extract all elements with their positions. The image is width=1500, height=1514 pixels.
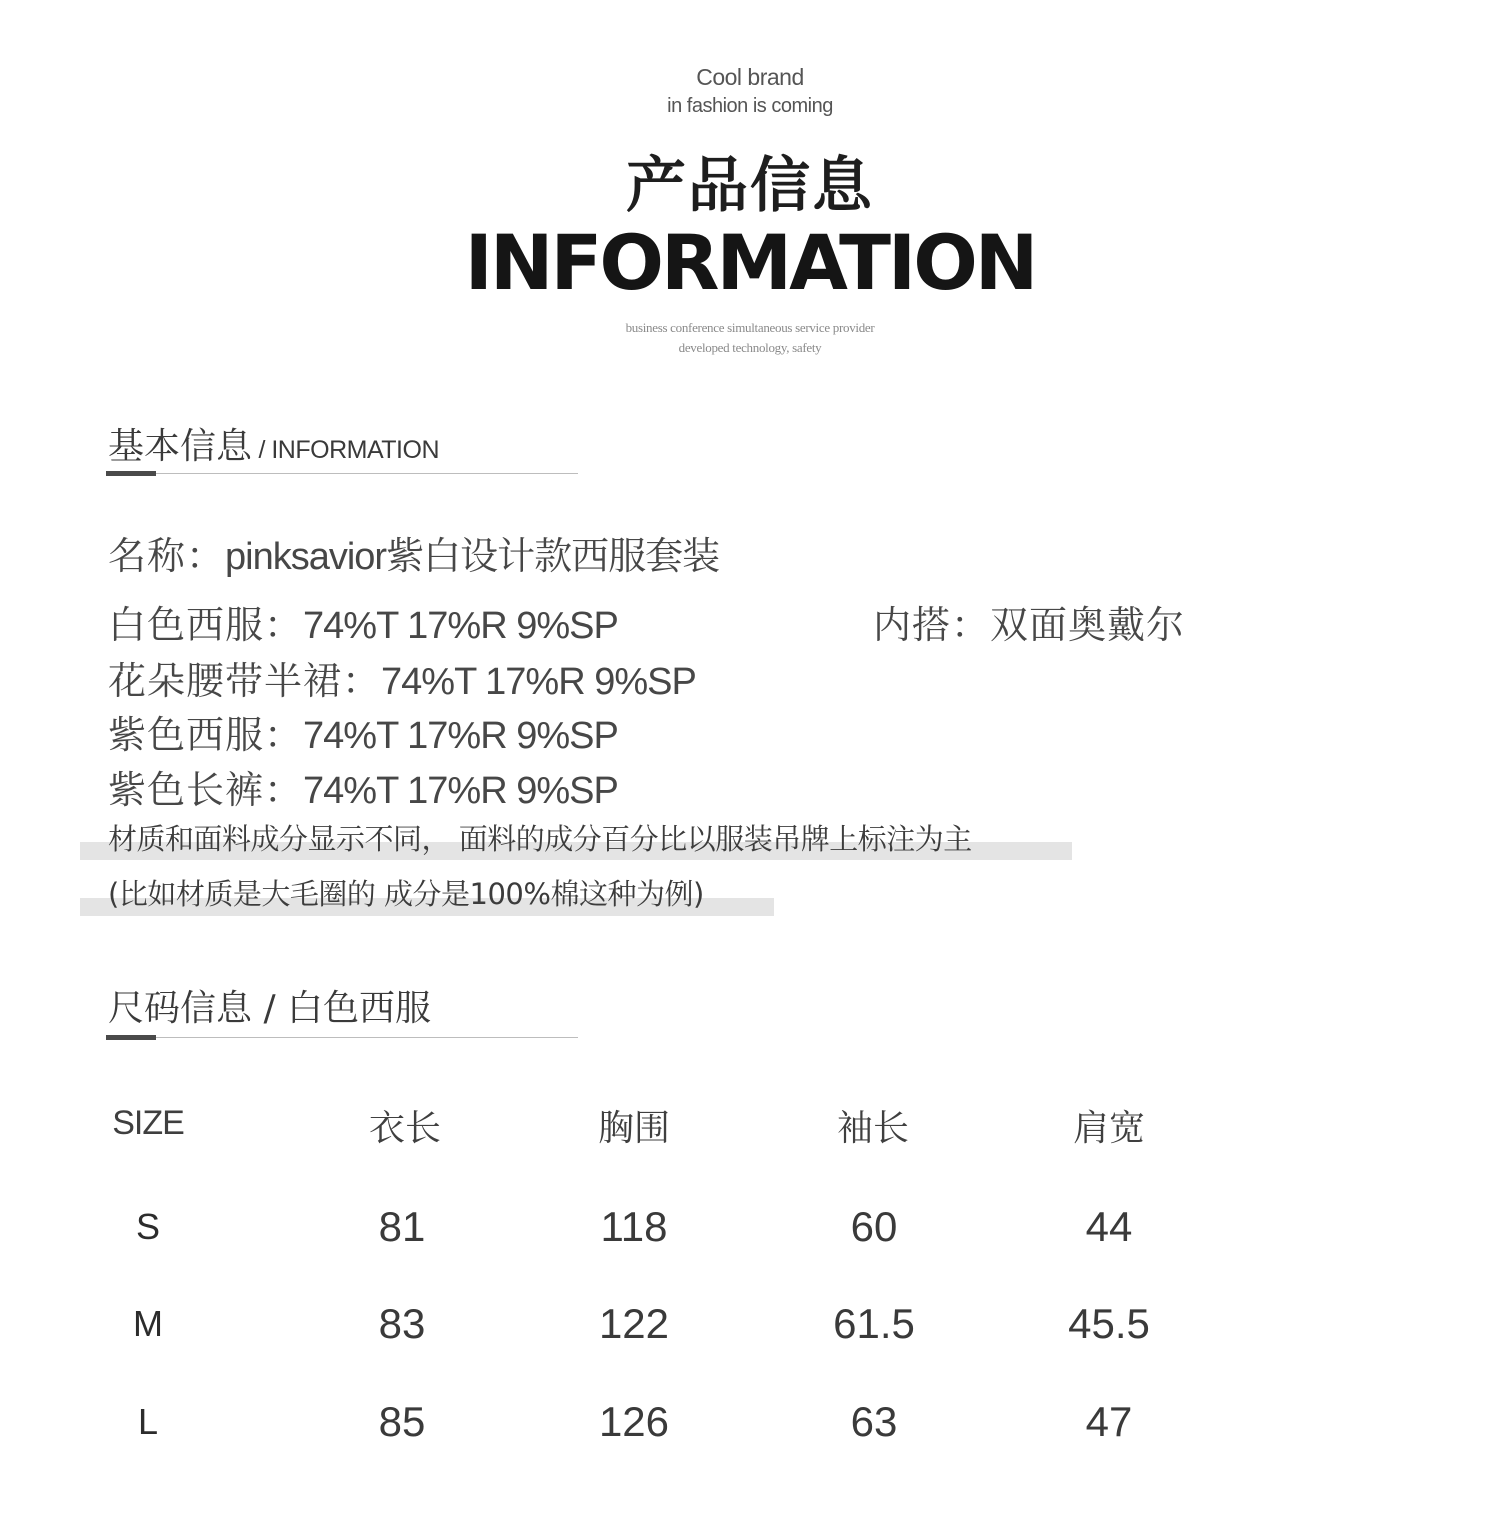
basic-info-divider (106, 473, 578, 474)
material-label: 花朵腰带半裙： (108, 659, 382, 703)
chest-cell: 126 (598, 1398, 670, 1445)
size-cell: M (133, 1303, 163, 1344)
size-cell: S (135, 1206, 160, 1247)
subline-business: business conference simultaneous service provider (625, 320, 875, 335)
basic-info-heading (108, 418, 439, 469)
basic-info-heading-en: INFORMATION (271, 436, 439, 464)
material-label: 紫色长裤： (108, 768, 304, 812)
size-column-header: SIZE (112, 1104, 184, 1142)
material-line-purple-suit (108, 704, 618, 759)
length-cell: 85 (378, 1398, 426, 1445)
sleeve-cell: 60 (850, 1203, 898, 1250)
sleeve-cell: 61.5 (833, 1300, 915, 1347)
material-label: 紫色西服： (108, 713, 304, 757)
product-name-value: pinksavior紫白设计款西服套装 (225, 536, 720, 578)
length-cell: 81 (378, 1203, 426, 1250)
chest-column-header: 胸围 (597, 1108, 670, 1149)
size-cell: L (137, 1401, 159, 1442)
sleeve-column-header: 袖长 (836, 1108, 909, 1149)
material-value: 74%T 17%R 9%SP (303, 770, 618, 812)
material-line-white-suit (108, 594, 618, 649)
tagline-fashion: in fashion is coming (667, 95, 833, 117)
material-value: 74%T 17%R 9%SP (303, 605, 618, 647)
sleeve-cell: 63 (850, 1398, 898, 1445)
basic-info-heading-sep: / (252, 436, 272, 464)
page-title-en: INFORMATION (464, 218, 1036, 307)
size-info-accent-bar (106, 1035, 156, 1040)
chest-cell: 122 (598, 1300, 670, 1347)
product-name-line (108, 525, 719, 580)
material-label: 白色西服： (108, 603, 304, 647)
length-column-header: 衣长 (368, 1108, 441, 1149)
size-info-divider (106, 1037, 578, 1038)
shoulder-column-header: 肩宽 (1072, 1108, 1145, 1149)
basic-info-heading-cn: 基本信息 (108, 426, 253, 467)
inner-layer-label: 内搭： (873, 603, 991, 647)
shoulder-cell: 44 (1085, 1203, 1133, 1250)
page-title-cn: 产品信息 (626, 151, 874, 221)
chest-cell: 118 (600, 1203, 668, 1250)
inner-layer-line (873, 594, 1185, 649)
inner-layer-value: 双面奥戴尔 (990, 603, 1186, 647)
material-value: 74%T 17%R 9%SP (381, 661, 696, 703)
subline-technology: developed technology, safety (678, 340, 822, 355)
product-name-label: 名称： (108, 534, 226, 578)
shoulder-cell: 45.5 (1068, 1300, 1150, 1347)
material-line-purple-pants (108, 759, 618, 814)
basic-info-accent-bar (106, 471, 156, 476)
tagline-cool-brand: Cool brand (696, 64, 804, 90)
fabric-note-example: (比如材质是大毛圈的 成分是100%棉这种为例) (108, 877, 704, 911)
shoulder-cell: 47 (1085, 1398, 1133, 1445)
size-info-heading: 尺码信息 / 白色西服 (108, 988, 432, 1029)
fabric-note: 材质和面料成分显示不同， 面料的成分百分比以服装吊牌上标注为主 (108, 822, 972, 856)
material-line-skirt (108, 650, 696, 705)
material-value: 74%T 17%R 9%SP (303, 715, 618, 757)
length-cell: 83 (378, 1300, 426, 1347)
